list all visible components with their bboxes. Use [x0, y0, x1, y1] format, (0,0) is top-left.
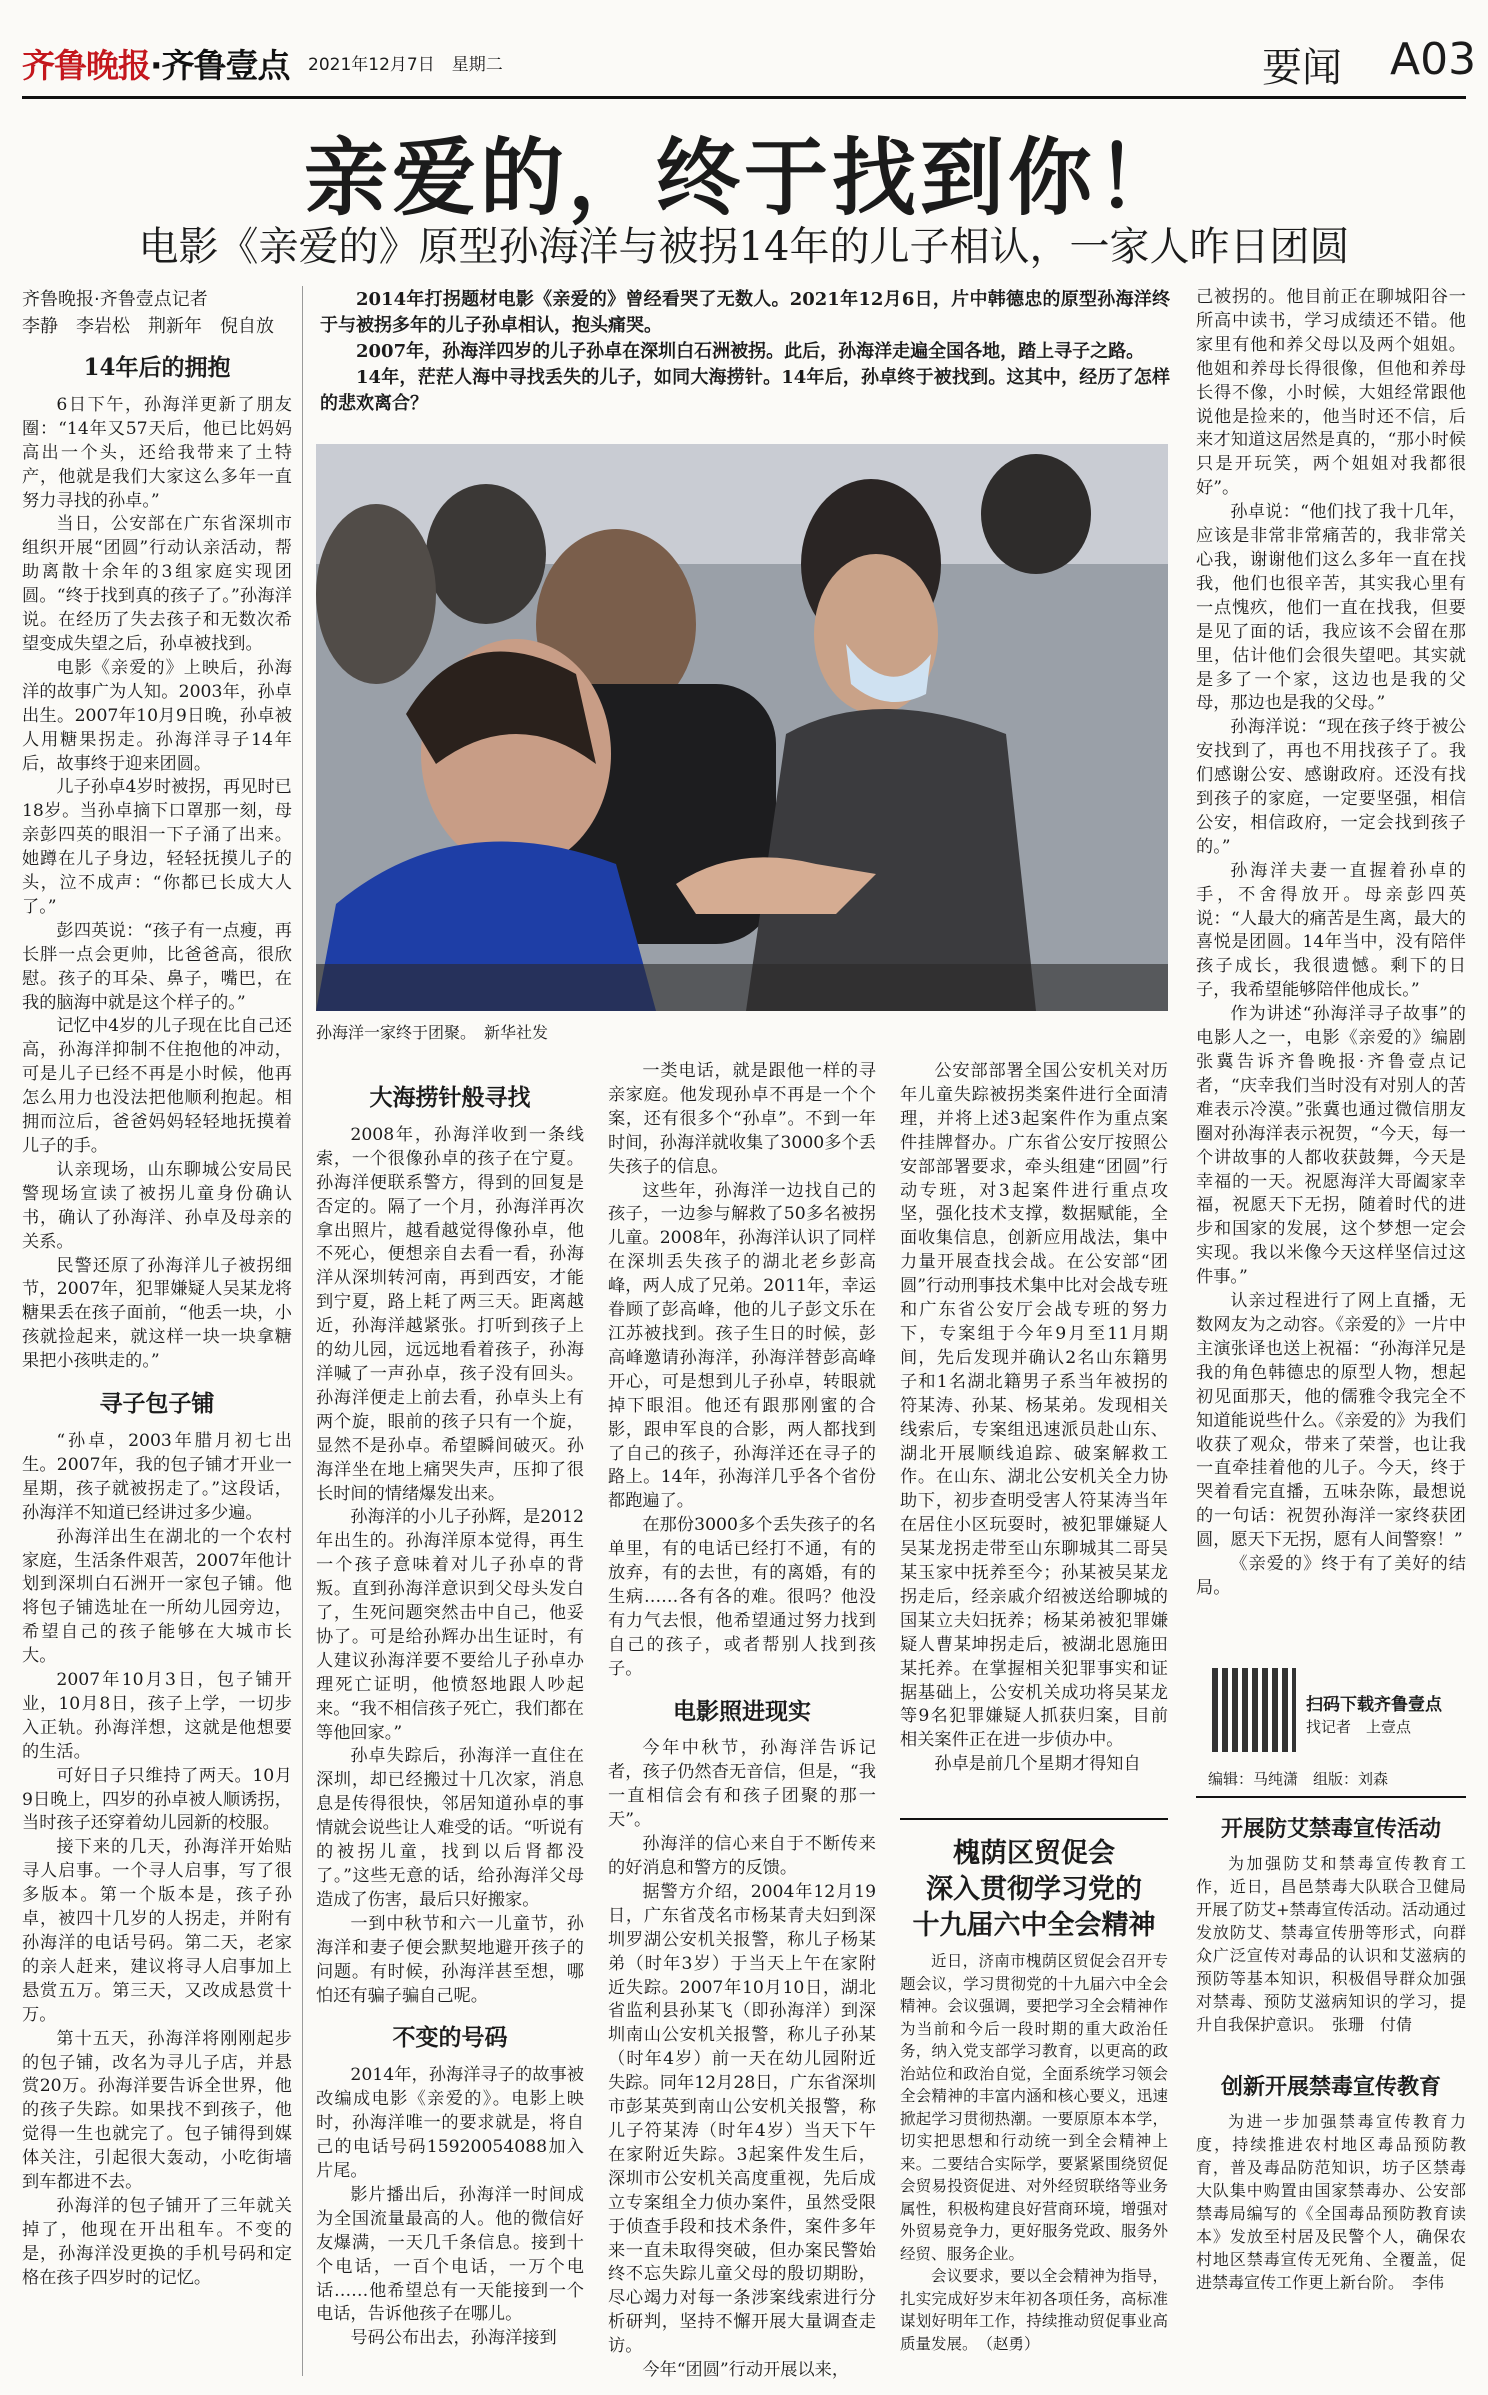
paragraph: 影片播出后，孙海洋一时间成为全国流量最高的人。他的微信好友爆满，一天几千条信息。接到十个电话，一百个电话，一万个电话……他希望总有一天能接到一个电话，告诉他孩子在哪儿。 [316, 2184, 584, 2325]
column-1 [22, 286, 292, 2376]
column-divider [302, 286, 303, 2376]
paragraph: 《亲爱的》终于有了美好的结局。 [1196, 1554, 1466, 1598]
paragraph: 孙海洋的信心来自于不断传来的好消息和警方的反馈。 [608, 1834, 876, 1878]
paragraph: 6日下午，孙海洋更新了朋友圈：“14年又57天后，他已比妈妈高出一个头，还给我带来了土特产，他就是我们大家这么多年一直努力寻找的孙卓。” [22, 394, 292, 511]
qr-subtitle: 找记者 上壹点 [1306, 1718, 1412, 1736]
subheadline: 电影《亲爱的》原型孙海洋与被拐14年的儿子相认，一家人昨日团圆 [138, 224, 1350, 270]
paragraph: 近日，济南市槐荫区贸促会召开专题会议，学习贯彻党的十九届六中全会精神。会议强调，要把学习全会精神作为当前和今后一段时期的重大政治任务，纳入党支部学习教育，以更高的政治站位和政治自觉，全面系统学习领会全会精神的丰富内涵和核心要义，迅速掀起学习贯彻热潮。一要原原本本学，切实把思想和行动统一到全会精神上来。二要结合实际学，要紧紧围绕贸促会贸易投资促进、对外经贸联络等业务属性，积极构建良好营商环境，增强对外贸易竞争力，更好服务党政、服务外经贸、服务企业。 [900, 1952, 1168, 2263]
paragraph: 孙海洋说：“现在孩子终于被公安找到了，再也不用找孩子了。我们感谢公安、感谢政府。还没有找到孩子的家庭，一定要坚强，相信公安，相信政府，一定会找到孩子的。” [1196, 717, 1466, 857]
notice-title: 创新开展禁毒宣传教育 [1220, 2074, 1441, 2100]
paragraph: 记忆中4岁的儿子现在比自己还高，孙海洋抑制不住抱他的冲动，可是儿子已经不再是小时候，他再怎么用力也没法把他顺利抱起。相拥而泣后，爸爸妈妈轻轻地抚摸着儿子的手。 [22, 1016, 292, 1156]
photo-illustration [316, 444, 1168, 1011]
newspaper-logo [22, 40, 290, 87]
masthead [0, 0, 1488, 100]
ad-title: 槐荫区贸促会 深入贯彻学习党的 十九届六中全会精神 [912, 1838, 1156, 1941]
paragraph: 为加强防艾和禁毒宣传教育工作，近日，昌邑禁毒大队联合卫健局开展了防艾+禁毒宣传活动。活动通过发放防艾、禁毒宣传册等形式，向群众广泛宣传对毒品的认识和艾滋病的预防等基本知识，积极倡导群众加强对禁毒、预防艾滋病知识的学习，提升自我保护意识。 张珊 付倩 [1196, 1854, 1466, 2034]
paragraph: “孙卓，2003年腊月初七出生。2007年，我的包子铺才开业一星期，孩子就被拐走了。”这段话，孙海洋不知道已经讲过多少遍。 [22, 1430, 292, 1523]
paragraph: 当日，公安部在广东省深圳市组织开展“团圆”行动认亲活动，帮助离散十余年的3组家庭实现团圆。“终于找到真的孩子了。”孙海洋说。在经历了失去孩子和无数次希望变成失望之后，孙卓被找到。 [22, 514, 292, 654]
paragraph: 作为讲述“孙海洋寻子故事”的电影人之一，电影《亲爱的》编剧张冀告诉齐鲁晚报·齐鲁壹点记者，“庆幸我们当时没有对别人的苦难表示冷漠。”张冀也通过微信朋友圈对孙海洋表示祝贺，“今天，每一个讲故事的人都收获鼓舞，今天是幸福的一天。祝愿海洋大哥阖家幸福，祝愿天下无拐，随着时代的进步和国家的发展，这个梦想一定会实现。我以米像今天这样坚信过这件事。” [1196, 1004, 1466, 1288]
paragraph: 可好日子只维持了两天。10月9日晚上，四岁的孙卓被人顺诱拐，当时孩子还穿着幼儿园新的校服。 [22, 1765, 292, 1834]
paragraph: 2014年，孙海洋寻子的故事被改编成电影《亲爱的》。电影上映时，孙海洋唯一的要求就是，将自己的电话号码15920054088加入片尾。 [316, 2065, 584, 2181]
paragraph: 公安部部署全国公安机关对历年儿童失踪被拐类案件进行全面清理，并将上述3起案件作为重点案件挂牌督办。广东省公安厅按照公安部部署要求，牵头组建“团圆”行动专班，对3起案件进行重点攻坚，强化技术支撑，数据赋能，全面收集信息，创新应用战法，集中力量开展查找会战。在公安部“团圆”行动刑事技术集中比对会战专班和广东省公安厅会战专班的努力下，专案组于今年9月至11月期间，先后发现并确认2名山东籍男子和1名湖北籍男子系当年被拐的符某涛、孙某、杨某弟。发现相关线索后，专案组迅速派员赴山东、湖北开展顺线追踪、破案解救工作。在山东、湖北公安机关全力协助下，初步查明受害人符某涛当年在居住小区玩耍时，被犯罪嫌疑人吴某龙拐走带至山东聊城其二哥吴某玉家中抚养至今；孙某被吴某龙拐走后，经亲戚介绍被送给聊城的国某立夫妇抚养；杨某弟被犯罪嫌疑人曹某坤拐走后，被湖北恩施田某托养。在掌握相关犯罪事实和证据基础上，公安机关成功将吴某龙等9名犯罪嫌疑人抓获归案，目前相关案件正在进一步侦办中。 [900, 1061, 1168, 1751]
logo-part-a: 齐鲁晚报 [22, 46, 150, 85]
paragraph: 电影《亲爱的》上映后，孙海洋的故事广为人知。2003年，孙卓出生。2007年10月9日晚，孙卓被人用糖果拐走。孙海洋寻子14年后，故事终于迎来团圆。 [22, 657, 292, 774]
paragraph: 第十五天，孙海洋将刚刚起步的包子铺，改名为寻儿子店，并悬赏20万。孙海洋要告诉全世界，他的孩子失踪。如果找不到孩子，他觉得一生也就完了。包子铺得到媒体关注，引起很大轰动，小吃街墙到车都进不去。 [22, 2028, 292, 2193]
paragraph: 彭四英说：“孩子有一点瘦，再长胖一点会更帅，比爸爸高，很欣慰。孩子的耳朵、鼻子，嘴巴，在我的脑海中就是这个样子的。” [22, 920, 292, 1013]
issue-date: 2021年12月7日 星期二 [308, 55, 503, 75]
lead-line: 2014年打拐题材电影《亲爱的》曾经看哭了无数人。2021年12月6日，片中韩德忠的原型孙海洋终于与被拐多年的儿子孙卓相认，抱头痛哭。 [320, 289, 1170, 336]
paragraph: 认亲现场，山东聊城公安局民警现场宣读了被拐儿童身份确认书，确认了孙海洋、孙卓及母亲的关系。 [22, 1159, 292, 1252]
paragraph: 为进一步加强禁毒宣传教育力度，持续推进农村地区毒品预防教育，普及毒品防范知识，坊子区禁毒大队集中购置由国家禁毒办、公安部禁毒局编写的《全国毒品预防教育读本》发放至村居及民警个人，确保农村地区禁毒宣传无死角、全覆盖，促进禁毒宣传工作更上新台阶。 李伟 [1196, 2112, 1466, 2292]
paragraph: 儿子孙卓4岁时被拐，再见时已18岁。当孙卓摘下口罩那一刻，母亲彭四英的眼泪一下子涌了出来。她蹲在儿子身边，轻轻抚摸儿子的头，泣不成声：“你都已长成大人了。” [22, 777, 292, 917]
section-heading: 不变的号码 [392, 2024, 508, 2052]
paragraph: 孙海洋的包子铺开了三年就关掉了，他现在开出租车。不变的是，孙海洋没更换的手机号码和定格在孩子四岁时的记忆。 [22, 2195, 292, 2288]
paragraph: 己被拐的。他目前正在聊城阳谷一所高中读书，学习成绩还不错。他家里有他和养父母以及两个姐姐。他姐和养母长得很像，但他和养母长得不像，小时候，大姐经常跟他说他是捡来的，他当时还不信，后来才知道这居然是真的，“那小时候只是开玩笑，两个姐姐对我都很好”。 [1196, 287, 1466, 499]
editor-credit: 编辑：马纯潇 组版：刘森 [1208, 1770, 1389, 1788]
ad-body [900, 1950, 1168, 2380]
paragraph: 孙卓失踪后，孙海洋一直住在深圳，却已经搬过十几次家，消息息是传得很快，邻居知道孙卓的事情就会说些让人难受的话。“听说有的被拐儿童，找到以后肾都没了。”这些无意的话，给孙海洋父母造成了伤害，最后只好搬家。 [316, 1746, 584, 1910]
notice-body [1196, 2110, 1466, 2380]
paragraph: 2008年，孙海洋收到一条线索，一个很像孙卓的孩子在宁夏。孙海洋便联系警方，得到的回复是否定的。隔了一个月，孙海洋再次拿出照片，越看越觉得像孙卓，他不死心，便想亲自去看一看，孙海洋从深圳转河南，再到西安，才能到宁夏，路上耗了两三天。距离越近，孙海洋越紧张。打听到孩子上的幼儿园，远远地看着孩子，孙海洋喊了一声孙卓，孩子没有回头。孙海洋便走上前去看，孙卓头上有两个旋，眼前的孩子只有一个旋，显然不是孙卓。希望瞬间破灭。孙海洋坐在地上痛哭失声，压抑了很长时间的情绪爆发出来。 [316, 1124, 584, 1504]
paragraph: 民警还原了孙海洋儿子被拐细节，2007年，犯罪嫌疑人吴某龙将糖果丢在孩子面前，“他丢一块，小孩就捡起来，就这样一块一块拿糖果把小孩哄走的。” [22, 1255, 292, 1372]
paragraph: 今年“团圆”行动开展以来， [642, 2360, 850, 2380]
paragraph: 接下来的几天，孙海洋开始贴寻人启事。一个寻人启事，写了很多版本。第一个版本是，孩子孙卓，被四十几岁的人拐走，并附有孙海洋的电话号码。第二天，老家的亲人赶来，建议将寻人启事加上悬赏五万。第三天，又改成悬赏十万。 [22, 1837, 292, 2025]
box-divider [900, 1818, 1168, 1820]
qr-code-icon[interactable] [1212, 1668, 1296, 1752]
byline-outlet: 齐鲁晚报·齐鲁壹点记者 [22, 289, 208, 310]
paragraph: 孙卓说：“他们找了我十几年，应该是非常非常痛苦的，我非常关心我，谢谢他们这么多年一直在找我，他们也很辛苦，其实我心里有一点愧疚，他们一直在找我，但要是见了面的话，我应该不会留在那里，估计他们会很失望吧。其实就是多了一个家，这边也是我的父母，那边也是我的父母。” [1196, 502, 1466, 714]
photo-caption: 孙海洋一家终于团聚。 新华社发 [316, 1023, 549, 1042]
masthead-rule [22, 96, 1466, 99]
paragraph: 据警方介绍，2004年12月19日，广东省茂名市杨某青夫妇到深圳罗湖公安机关报警，称儿子杨某弟（时年3岁）于当天上午在家附近失踪。2007年10月10日，湖北省监利县孙某飞（即孙海洋）到深圳南山公安机关报警，称儿子孙某（时年4岁）前一天在幼儿园附近失踪。同年12月28日，广东省深圳市彭某英到南山公安机关报警，称儿子符某涛（时年4岁）当天下午在家附近失踪。3起案件发生后，深圳市公安机关高度重视，先后成立专案组全力侦办案件，虽然受限于侦查手段和技术条件，案件多年来一直未取得突破，但办案民警始终不忘失踪儿童父母的殷切期盼，尽心竭力对每一条涉案线索进行分析研判，坚持不懈开展大量调查走访。 [608, 1881, 876, 2357]
byline-reporters: 李静 李岩松 荆新年 倪自放 [22, 316, 274, 337]
paragraph: 认亲过程进行了网上直播，无数网友为之动容。《亲爱的》一片中主演张译也送上祝福：“孙海洋兄是我的角色韩德忠的原型人物，想起初见面那天，他的儒雅令我完全不知道能说些什么。《亲爱的》为我们收获了观众，带来了荣誉，也让我一直牵挂着他的儿子。今天，终于哭着看完直播，五味杂陈，最想说的一句话：祝贺孙海洋一家终获团圆，愿天下无拐，愿有人间警察！” [1196, 1291, 1466, 1551]
paragraph: 一类电话，就是跟他一样的寻亲家庭。他发现孙卓不再是一个个案，还有很多个“孙卓”。不到一年时间，孙海洋就收集了3000多个丢失孩子的信息。 [608, 1061, 876, 1177]
notice-title: 开展防艾禁毒宣传活动 [1220, 1816, 1441, 1842]
section-heading: 寻子包子铺 [99, 1390, 215, 1418]
paragraph: 一到中秋节和六一儿童节，孙海洋和妻子便会默契地避开孩子的问题。有时候，孙海洋甚至想，哪怕还有骗子骗自己呢。 [316, 1913, 584, 2006]
qr-title: 扫码下载齐鲁壹点 [1306, 1695, 1442, 1715]
box-divider [1196, 1796, 1466, 1798]
lead-paragraph [320, 287, 1170, 417]
column-2 [316, 1070, 584, 2380]
paragraph: 在那份3000多个丢失孩子的名单里，有的电话已经打不通，有的放弃，有的去世，有的离婚，有的生病……各有各的难。很吗？他没有力气去恨，他希望通过努力找到自己的孩子，或者帮别人找到孩子。 [608, 1515, 876, 1679]
column-4 [900, 1060, 1168, 1810]
section-heading: 大海捞针般寻找 [369, 1084, 531, 1111]
section-heading: 14年后的拥抱 [83, 354, 231, 381]
column-3 [608, 1060, 876, 2380]
paragraph: 今年中秋节，孙海洋告诉记者，孩子仍然杳无音信，但是，“我一直相信会有和孩子团聚的那一天”。 [608, 1738, 876, 1831]
paragraph: 孙海洋出生在湖北的一个农村家庭，生活条件艰苦，2007年他计划到深圳白石洲开一家包子铺。他将包子铺选址在一所幼儿园旁边，希望自己的孩子能够在大城市长大。 [22, 1526, 292, 1667]
paragraph: 号码公布出去，孙海洋接到 [350, 2328, 557, 2349]
section-heading: 电影照进现实 [673, 1697, 811, 1725]
paragraph: 这些年，孙海洋一边找自己的孩子，一边参与解救了50多名被拐儿童。2008年，孙海洋认识了同样在深圳丢失孩子的湖北老乡彭高峰，两人成了兄弟。2011年，幸运眷顾了彭高峰，他的儿子彭文乐在江苏被找到。孩子生日的时候，彭高峰邀请孙海洋，孙海洋替彭高峰开心，可是想到儿子孙卓，转眼就掉下眼泪。他还有跟那刚蜜的合影，跟申军良的合影，两人都找到了自己的孩子，孙海洋还在寻子的路上。14年，孙海洋几乎各个省份都跑遍了。 [608, 1180, 876, 1512]
paragraph: 孙卓是前几个星期才得知自 [934, 1754, 1141, 1775]
news-photo [316, 444, 1168, 1011]
paragraph: 会议要求，要以全会精神为指导，扎实完成好岁末年初各项任务，高标准谋划好明年工作，持续推动贸促事业高质量发展。 （赵勇） [900, 2267, 1168, 2353]
section-name: 要闻 [1262, 45, 1342, 91]
logo-part-b: ·齐鲁壹点 [150, 46, 290, 85]
page-number: A03 [1390, 34, 1477, 85]
headline: 亲爱的，终于找到你！ [303, 128, 1184, 227]
byline [22, 286, 292, 340]
lead-line: 2007年，孙海洋四岁的儿子孙卓在深圳白石洲被拐。此后，孙海洋走遍全国各地，踏上寻子之路。 [356, 341, 1145, 362]
paragraph: 2007年10月3日，包子铺开业，10月8日，孩子上学，一切步入正轨。孙海洋想，这就是他想要的生活。 [22, 1670, 292, 1762]
notice-body [1196, 1852, 1466, 2058]
lead-line: 14年，茫茫人海中寻找丢失的儿子，如同大海捞针。14年后，孙卓终于被找到。这其中，经历了怎样的悲欢离合？ [320, 367, 1170, 414]
paragraph: 孙海洋的小儿子孙辉，是2012年出生的。孙海洋原本觉得，再生一个孩子意味着对儿子孙卓的背叛。直到孙海洋意识到父母头发白了，生死问题突然击中自己，他妥协了。可是给孙辉办出生证时，有人建议孙海洋要不要给儿子孙卓办理死亡证明，他愤怒地跟人吵起来。“我不相信孩子死亡，我们都在等他回家。” [316, 1507, 584, 1743]
paragraph: 孙海洋夫妻一直握着孙卓的手，不舍得放开。母亲彭四英说：“人最大的痛苦是生离，最大的喜悦是团圆。14年当中，没有陪伴孩子成长，我很遗憾。剩下的日子，我希望能够陪伴他成长。” [1196, 860, 1466, 1001]
column-5 [1196, 286, 1466, 1661]
